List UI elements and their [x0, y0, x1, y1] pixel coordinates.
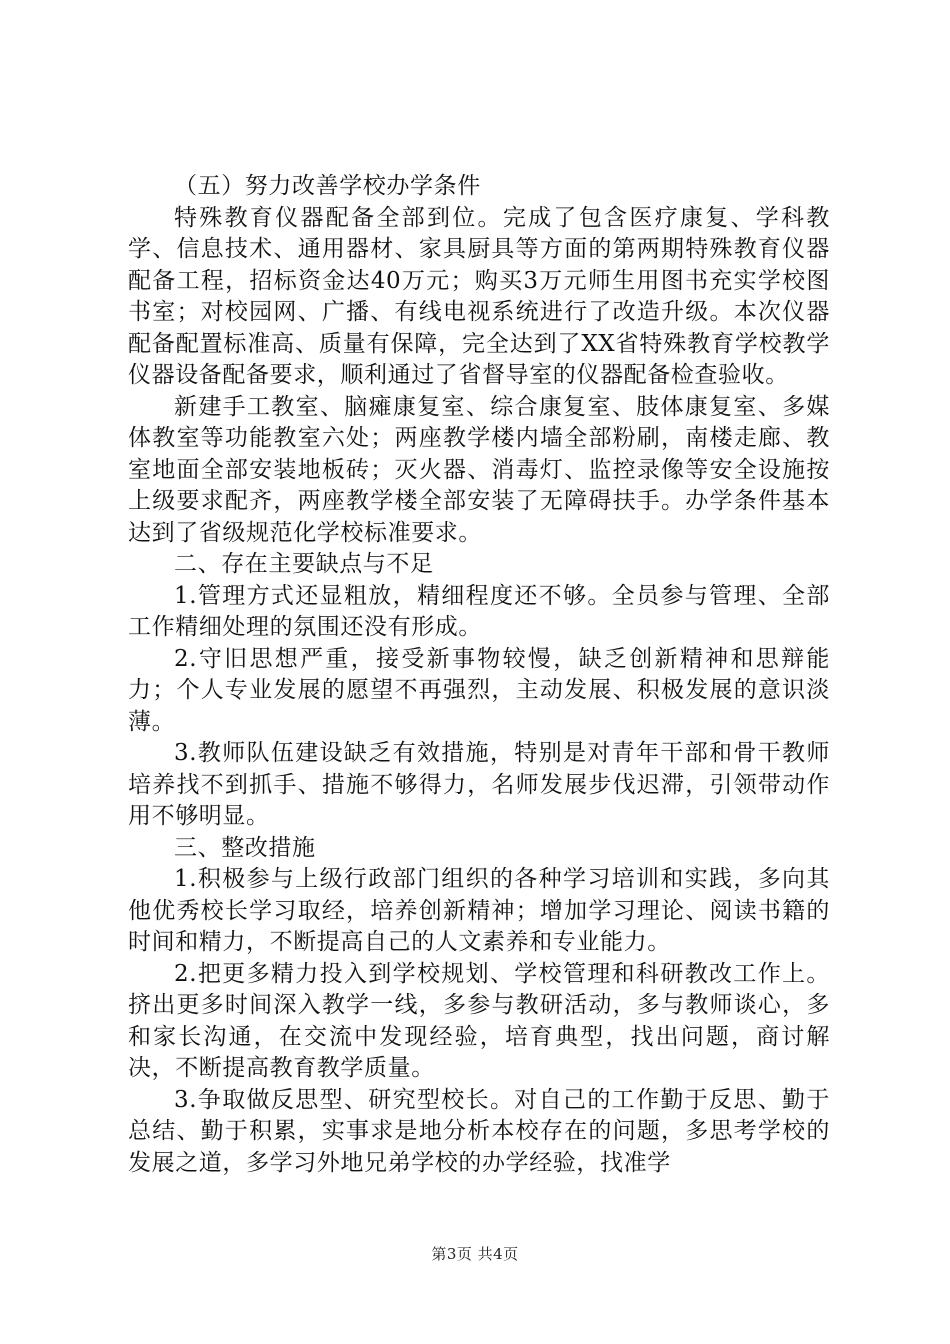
section-heading-shortcomings: 二、存在主要缺点与不足	[174, 551, 434, 577]
shortcoming-item-2: 2.守旧思想严重，接受新事物较慢，缺乏创新精神和思辩能力；个人专业发展的愿望不再强烈，主动发展、积极发展的意识淡薄。	[128, 645, 830, 735]
shortcoming-item-3: 3.教师队伍建设缺乏有效措施，特别是对青年干部和骨干教师培养找不到抓手、措施不够得力，名师发展步伐迟滞，引领带动作用不够明显。	[128, 740, 830, 829]
paragraph-new-classrooms: 新建手工教室、脑瘫康复室、综合康复室、肢体康复室、多媒体教室等功能教室六处；两座教学楼内墙全部粉刷，南楼走廊、教室地面全部安装地板砖；灭火器、消毒灯、监控录像等安全设施按上级要求配齐，两座教学楼全部安装了无障碍扶手。办学条件基本达到了省级规范化学校标准要求。	[128, 393, 830, 546]
section-heading-5: （五）努力改善学校办学条件	[174, 173, 481, 199]
measure-item-3: 3.争取做反思型、研究型校长。对自己的工作勤于反思、勤于总结、勤于积累，实事求是地分析本校存在的问题，多思考学校的发展之道，多学习外地兄弟学校的办学经验，找准学	[128, 1086, 830, 1176]
page-number-footer: 第3页 共4页	[431, 1245, 519, 1263]
measure-item-1: 1.积极参与上级行政部门组织的各种学习培训和实践，多向其他优秀校长学习取经，培养创新精神；增加学习理论、阅读书籍的时间和精力，不断提高自己的人文素养和专业能力。	[128, 866, 830, 955]
document-body	[128, 171, 830, 1179]
section-heading-measures: 三、整改措施	[174, 834, 316, 861]
paragraph-equipment: 特殊教育仪器配备全部到位。完成了包含医疗康复、学科教学、信息技术、通用器材、家具厨具等方面的第两期特殊教育仪器配备工程，招标资金达40万元；购买3万元师生用图书充实学校图书室；对校园网、广播、有线电视系统进行了改造升级。本次仪器配备配置标准高、质量有保障，完全达到了XX省特殊教育学校教学仪器设备配备要求，顺利通过了省督导室的仪器配备检查验收。	[128, 204, 830, 388]
shortcoming-item-1: 1.管理方式还显粗放，精细程度还不够。全员参与管理、全部工作精细处理的氛围还没有形成。	[128, 582, 830, 640]
measure-item-2: 2.把更多精力投入到学校规划、学校管理和科研教改工作上。挤出更多时间深入教学一线，多参与教研活动，多与教师谈心，多和家长沟通，在交流中发现经验，培育典型，找出问题，商讨解决，不断提高教育教学质量。	[128, 960, 830, 1081]
